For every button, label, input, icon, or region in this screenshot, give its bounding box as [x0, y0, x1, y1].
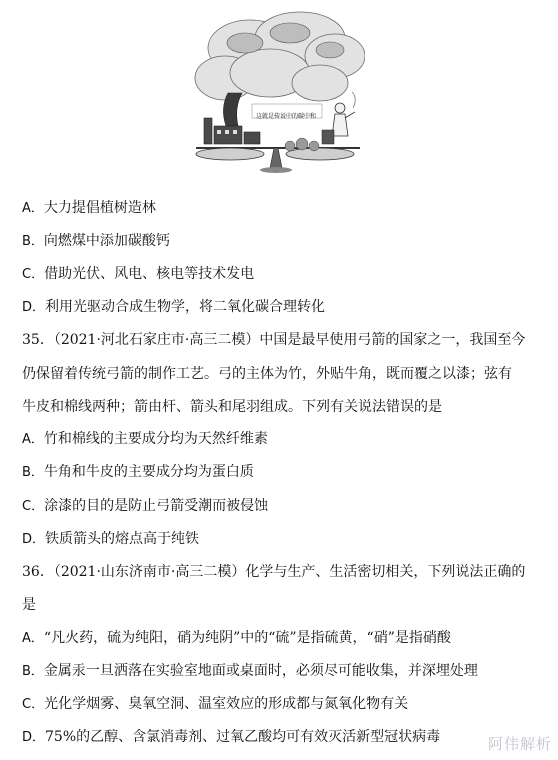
cartoon-illustration: [190, 8, 365, 176]
option-letter: A．: [22, 201, 44, 216]
q36-option-c: [22, 694, 550, 715]
option-letter: C．: [22, 499, 45, 514]
question-36-line-2: 是: [22, 597, 36, 613]
question-35-line-1: 35．（2021·河北石家庄市·高三二模）中国是最早使用弓箭的国家之一，我国至今: [22, 332, 526, 348]
option-text: 铁质箭头的熔点高于纯铁: [45, 531, 200, 547]
question-35-line-3: 牛皮和棉线两种；箭由杆、箭头和尾羽组成。下列有关说法错误的是: [22, 399, 442, 415]
q36-option-b: [22, 661, 550, 682]
q35-option-a: [22, 429, 550, 450]
option-text: 75%的乙醇、含氯消毒剂、过氧乙酸均可有效灭活新型冠状病毒: [45, 729, 441, 745]
option-a: [22, 198, 550, 219]
question-35-line-2: 仍保留着传统弓箭的制作工艺。弓的主体为竹，外贴牛角，既而覆之以漆；弦有: [22, 366, 512, 382]
option-text: 金属汞一旦洒落在实验室地面或桌面时，必须尽可能收集，并深埋处理: [43, 663, 478, 679]
carbon-neutral-cartoon: [190, 8, 365, 176]
q35-option-b: [22, 462, 550, 483]
option-d: [22, 297, 550, 318]
option-letter: A．: [22, 631, 44, 646]
option-text: 大力提倡植树造林: [43, 200, 156, 216]
q36-option-a: [22, 628, 550, 649]
option-letter: C．: [22, 267, 45, 282]
option-text: 牛角和牛皮的主要成分均为蛋白质: [43, 464, 254, 480]
option-text: 涂漆的目的是防止弓箭受潮而被侵蚀: [44, 498, 269, 514]
q35-option-d: [22, 529, 550, 550]
option-c: [22, 264, 550, 285]
question-36-line-1: 36．（2021·山东济南市·高三二模）化学与生产、生活密切相关，下列说法正确的: [22, 564, 526, 580]
option-text: 光化学烟雾、臭氧空洞、温室效应的形成都与氮氧化物有关: [44, 696, 409, 712]
q36-option-d: [22, 727, 550, 748]
option-letter: B．: [22, 664, 44, 679]
option-letter: D．: [22, 532, 46, 547]
option-letter: D．: [22, 300, 46, 315]
option-letter: C．: [22, 697, 45, 712]
option-text: 利用光驱动合成生物学，将二氧化碳合理转化: [45, 299, 326, 315]
option-letter: A．: [22, 432, 44, 447]
option-text: “凡火药，硫为纯阳，硝为纯阴”中的“硫”是指硫黄，“硝”是指硝酸: [43, 630, 451, 646]
option-letter: B．: [22, 465, 44, 480]
q35-option-c: [22, 496, 550, 517]
cartoon-caption: 这就是传说中的碳中和: [256, 113, 317, 120]
option-text: 借助光伏、风电、核电等技术发电: [44, 266, 255, 282]
watermark: 阿伟解析: [487, 735, 552, 753]
option-letter: D．: [22, 730, 46, 745]
option-b: [22, 231, 550, 252]
option-text: 竹和棉线的主要成分均为天然纤维素: [43, 431, 268, 447]
option-letter: B．: [22, 234, 44, 249]
option-text: 向燃煤中添加碳酸钙: [43, 233, 170, 249]
